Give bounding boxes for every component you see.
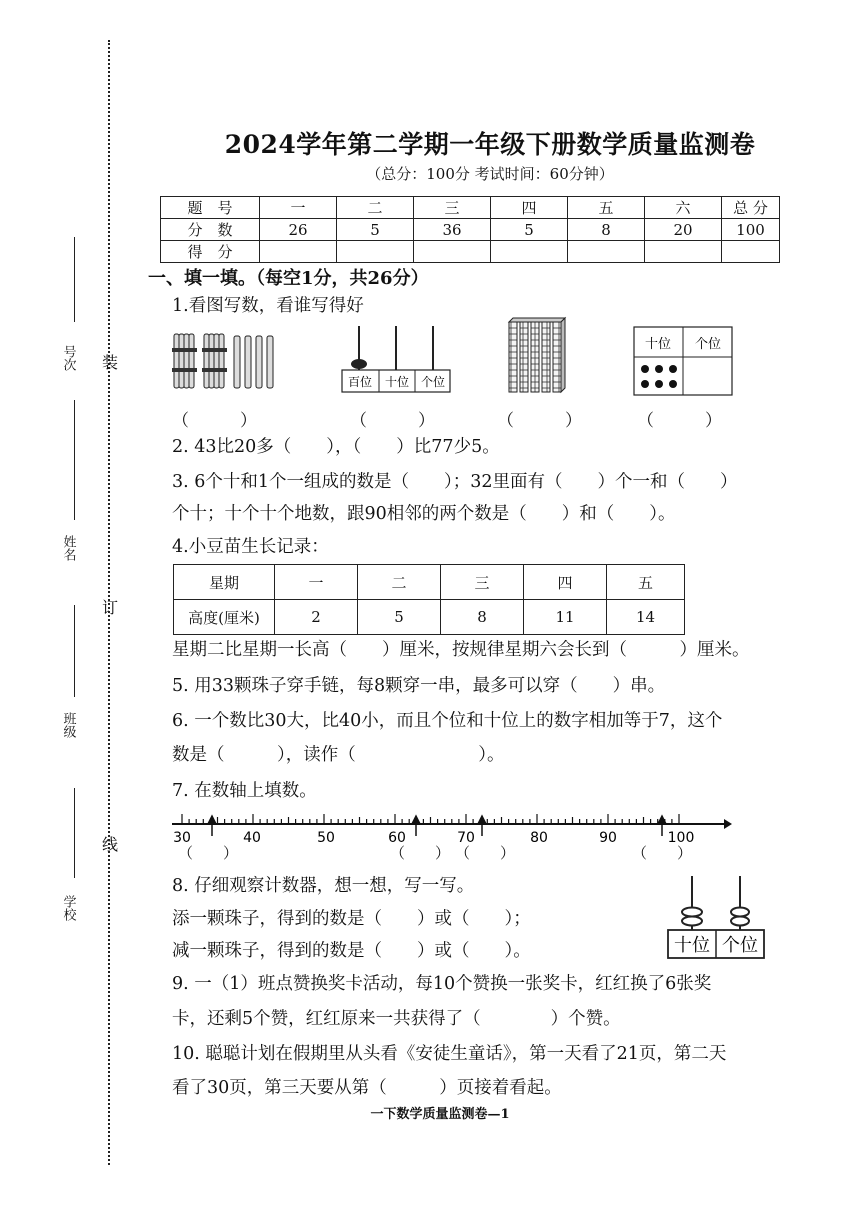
score-earned-cell[interactable]: [260, 241, 337, 263]
q7-tick-label: 30: [173, 830, 191, 846]
side-field-seat: 号次: [60, 345, 76, 371]
q4-day-cell: 五: [607, 565, 685, 600]
q7-answer-blank[interactable]: （ ）: [632, 844, 693, 862]
question-2: 2. 43比20多（ ），（ ）比77少5。: [172, 437, 500, 457]
binding-char-ding: 订: [101, 598, 118, 617]
q4-row1-label: 星期: [174, 565, 275, 600]
side-field-name: 姓名: [60, 535, 76, 561]
q1-answer-blank[interactable]: （ ）: [172, 411, 257, 431]
q8-counter-abacus: [664, 872, 768, 962]
score-points-cell: 100: [722, 219, 780, 241]
score-points-cell: 36: [414, 219, 491, 241]
score-header-cell: 六: [645, 197, 722, 219]
q4-day-cell: 一: [275, 565, 358, 600]
q7-answer-blank[interactable]: （ ）: [178, 844, 239, 862]
q1-abacus-label-tens: 十位: [384, 375, 410, 389]
score-points-label: 分 数: [161, 219, 260, 241]
q1-answer-blank[interactable]: （ ）: [350, 411, 435, 431]
question-10-line2: 看了30页，第三天要从第（ ）页接着看起。: [172, 1078, 562, 1098]
score-earned-cell[interactable]: [568, 241, 645, 263]
question-9-line1: 9. 一（1）班点赞换奖卡活动，每10个赞换一张奖卡，红红换了6张奖: [172, 974, 712, 994]
score-header-cell: 一: [260, 197, 337, 219]
score-header-cell: 题 号: [161, 197, 260, 219]
question-8-add: 添一颗珠子，得到的数是（ ）或（ ）；: [172, 909, 531, 929]
q7-tick-label: 60: [388, 830, 406, 846]
question-4-text: 星期二比星期一长高（ ）厘米，按规律星期六会长到（ ）厘米。: [172, 640, 750, 660]
q1-abacus-label-hundreds: 百位: [347, 375, 373, 389]
q1-stick-bundles-picture: [170, 330, 280, 392]
binding-char-xian: 线: [101, 835, 118, 854]
q4-row-days: [174, 565, 685, 600]
question-6-line2: 数是（ ），读作（ ）。: [172, 745, 505, 765]
score-earned-label: 得 分: [161, 241, 260, 263]
q7-number-line: [168, 812, 732, 846]
q8-label-tens: 十位: [674, 935, 710, 956]
q1-abacus-picture: [340, 322, 452, 394]
score-earned-cell[interactable]: [722, 241, 780, 263]
score-points-cell: 26: [260, 219, 337, 241]
score-table-header-row: [161, 197, 780, 219]
side-rule-class: [74, 605, 75, 697]
score-table: [160, 196, 780, 263]
question-6-line1: 6. 一个数比30大，比40小，而且个位和十位上的数字相加等于7，这个: [172, 711, 723, 731]
score-header-cell: 三: [414, 197, 491, 219]
question-10-line1: 10. 聪聪计划在假期里从头看《安徒生童话》，第一天看了21页，第二天: [172, 1044, 727, 1064]
question-7: 7. 在数轴上填数。: [172, 781, 317, 801]
q1-answer-blank[interactable]: （ ）: [637, 411, 722, 431]
score-header-cell: 二: [337, 197, 414, 219]
question-3-line1: 3. 6个十和1个一组成的数是（ ）；32里面有（ ）个一和（ ）: [172, 472, 738, 492]
page-title: 2024学年第二学期一年级下册数学质量监测卷: [224, 130, 756, 159]
q7-tick-label: 90: [599, 830, 617, 846]
q7-tick-label: 80: [530, 830, 548, 846]
q4-height-cell: 5: [358, 600, 441, 635]
q7-answer-blank[interactable]: （ ）: [390, 844, 451, 862]
score-earned-cell[interactable]: [414, 241, 491, 263]
page-footer: 一下数学质量监测卷—1: [370, 1107, 510, 1122]
q4-height-cell: 14: [607, 600, 685, 635]
q4-height-cell: 8: [441, 600, 524, 635]
q4-row2-label: 高度(厘米): [174, 600, 275, 635]
q4-height-cell: 2: [275, 600, 358, 635]
q4-day-cell: 四: [524, 565, 607, 600]
question-8-sub: 减一颗珠子，得到的数是（ ）或（ ）。: [172, 941, 531, 961]
question-5: 5. 用33颗珠子穿手链，每8颗穿一串，最多可以穿（ ）串。: [172, 676, 666, 696]
q7-tick-label: 40: [243, 830, 261, 846]
q4-day-cell: 三: [441, 565, 524, 600]
score-table-earned-row: [161, 241, 780, 263]
score-table-points-row: [161, 219, 780, 241]
side-field-school: 学校: [60, 895, 76, 921]
score-earned-cell[interactable]: [491, 241, 568, 263]
q1-answer-blank[interactable]: （ ）: [497, 411, 582, 431]
q4-growth-table: [173, 564, 685, 635]
q4-day-cell: 二: [358, 565, 441, 600]
side-rule-school: [74, 788, 75, 878]
q4-height-cell: 11: [524, 600, 607, 635]
page-subtitle: （总分：100分 考试时间：60分钟）: [366, 165, 614, 183]
score-points-cell: 8: [568, 219, 645, 241]
section-heading: 一、填一填。（每空1分，共26分）: [148, 268, 429, 289]
score-header-cell: 总 分: [722, 197, 780, 219]
question-9-line2: 卡，还剩5个赞，红红原来一共获得了（ ）个赞。: [172, 1009, 621, 1029]
question-3-line2: 个十；十个十个地数，跟90相邻的两个数是（ ）和（ ）。: [172, 504, 676, 524]
q1-pv-label-ones: 个位: [694, 337, 722, 352]
score-earned-cell[interactable]: [337, 241, 414, 263]
score-earned-cell[interactable]: [645, 241, 722, 263]
q7-tick-label: 50: [317, 830, 335, 846]
score-header-cell: 四: [491, 197, 568, 219]
score-points-cell: 20: [645, 219, 722, 241]
side-rule-seat: [74, 237, 75, 322]
question-4: 4.小豆苗生长记录：: [172, 537, 329, 557]
side-rule-name: [74, 400, 75, 520]
score-points-cell: 5: [491, 219, 568, 241]
score-header-cell: 五: [568, 197, 645, 219]
score-points-cell: 5: [337, 219, 414, 241]
q1-cubes-picture: [505, 316, 577, 396]
binding-char-zhuang: 装: [101, 353, 118, 372]
q7-answer-blank[interactable]: （ ）: [455, 844, 516, 862]
q8-label-ones: 个位: [722, 935, 758, 956]
q1-abacus-label-ones: 个位: [420, 375, 446, 389]
q7-tick-label: 100: [667, 830, 695, 846]
side-field-class: 班级: [60, 712, 76, 738]
q1-pv-label-tens: 十位: [644, 337, 672, 352]
q4-row-heights: [174, 600, 685, 635]
q7-tick-label: 70: [457, 830, 475, 846]
q1-place-value-chart: [633, 325, 733, 397]
question-1: 1.看图写数，看谁写得好: [172, 296, 364, 316]
question-8: 8. 仔细观察计数器，想一想，写一写。: [172, 876, 475, 896]
